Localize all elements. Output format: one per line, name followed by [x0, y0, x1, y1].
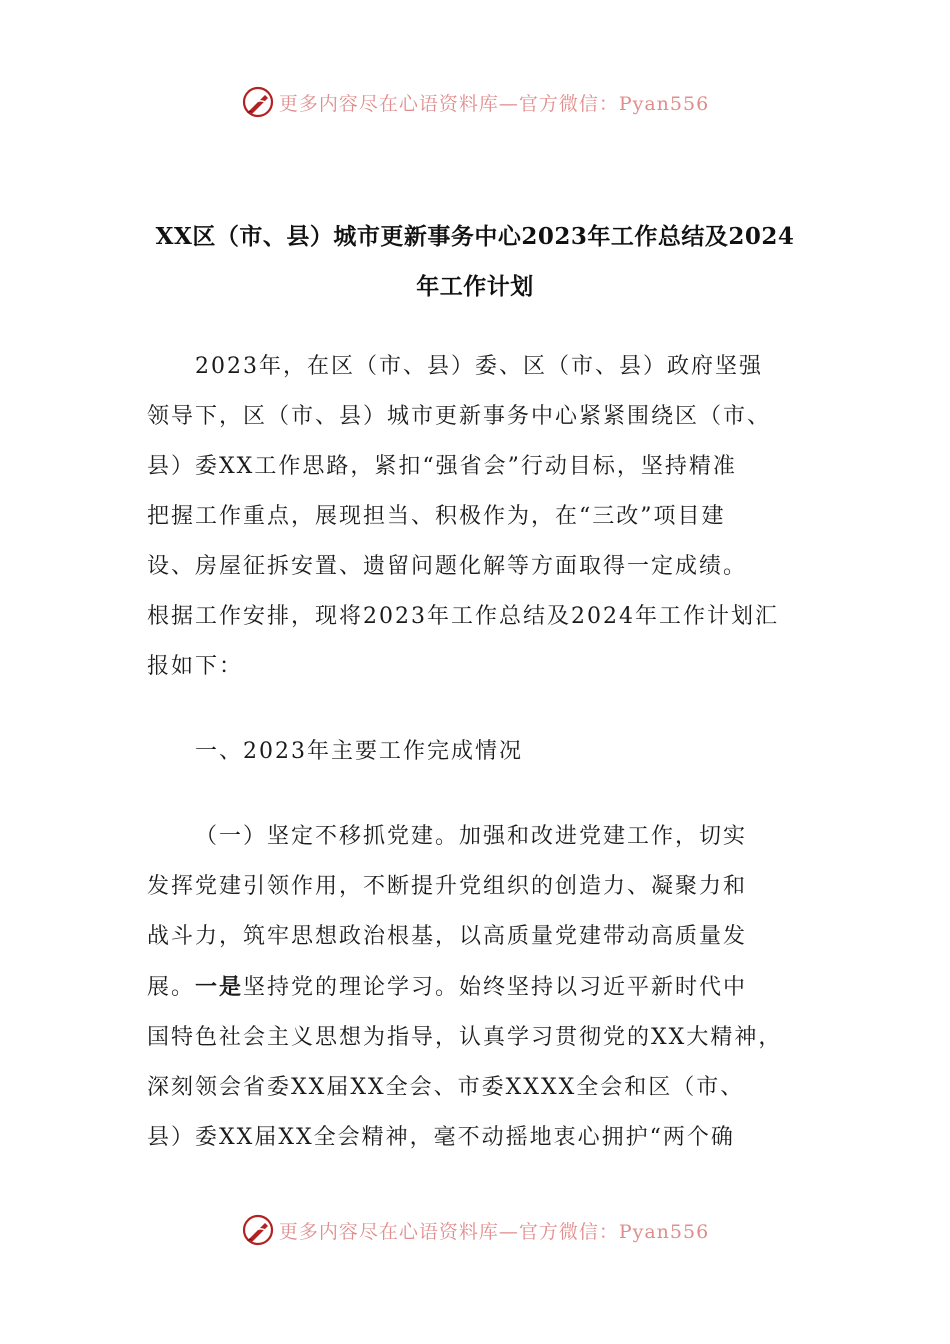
paragraph-line: 深刻领会省委XX届XX全会、市委XXXX全会和区（市、 [147, 1075, 745, 1100]
title-line-2: 年工作计划 [416, 273, 534, 300]
paragraph-line: 战斗力，筑牢思想政治根基，以高质量党建带动高质量发 [147, 924, 748, 949]
line-rest: 坚持党的理论学习。始终坚持以习近平新时代中 [243, 975, 748, 1000]
bold-marker: 一是 [195, 974, 244, 1000]
watermark-text: 更多内容尽在心语资料库—官方微信：Pyan556 [278, 92, 710, 115]
line-prefix: 展。 [147, 975, 196, 1000]
title-line-1: XX区（市、县）城市更新事务中心2023年工作总结及2024 [155, 223, 795, 250]
paragraph-line: 设、房屋征拆安置、遗留问题化解等方面取得一定成绩。 [147, 554, 748, 579]
paragraph-line: 国特色社会主义思想为指导，认真学习贯彻党的XX大精神， [147, 1025, 783, 1050]
paragraph-line: 发挥党建引领作用，不断提升党组织的创造力、凝聚力和 [147, 874, 748, 899]
paragraph-line: 县）委XX工作思路，紧扣“强省会”行动目标，坚持精准 [147, 454, 737, 479]
intro-paragraph [147, 342, 812, 692]
paragraph-line: 县）委XX届XX全会精神，毫不动摇地衷心拥护“两个确 [147, 1125, 735, 1150]
pen-logo-icon [241, 85, 275, 119]
paragraph-line: 把握工作重点，展现担当、积极作为，在“三改”项目建 [147, 504, 726, 529]
pen-logo-icon [241, 1213, 275, 1247]
paragraph-line: 报如下： [147, 654, 244, 679]
paragraph-line: 2023年，在区（市、县）委、区（市、县）政府坚强 [195, 354, 763, 379]
section-heading [147, 727, 812, 777]
section-heading-text: 一、2023年主要工作完成情况 [195, 739, 523, 764]
paragraph-line: 根据工作安排，现将2023年工作总结及2024年工作计划汇 [147, 604, 779, 629]
document-title [120, 212, 830, 312]
watermark-banner-top [0, 80, 950, 124]
party-building-paragraph [147, 812, 812, 1163]
paragraph-line: （一）坚定不移抓党建。加强和改进党建工作，切实 [195, 824, 748, 849]
watermark-banner-bottom [0, 1208, 950, 1252]
paragraph-line: 领导下，区（市、县）城市更新事务中心紧紧围绕区（市、 [147, 404, 772, 429]
watermark-text: 更多内容尽在心语资料库—官方微信：Pyan556 [278, 1220, 710, 1243]
paragraph-line-mixed [147, 962, 812, 1013]
